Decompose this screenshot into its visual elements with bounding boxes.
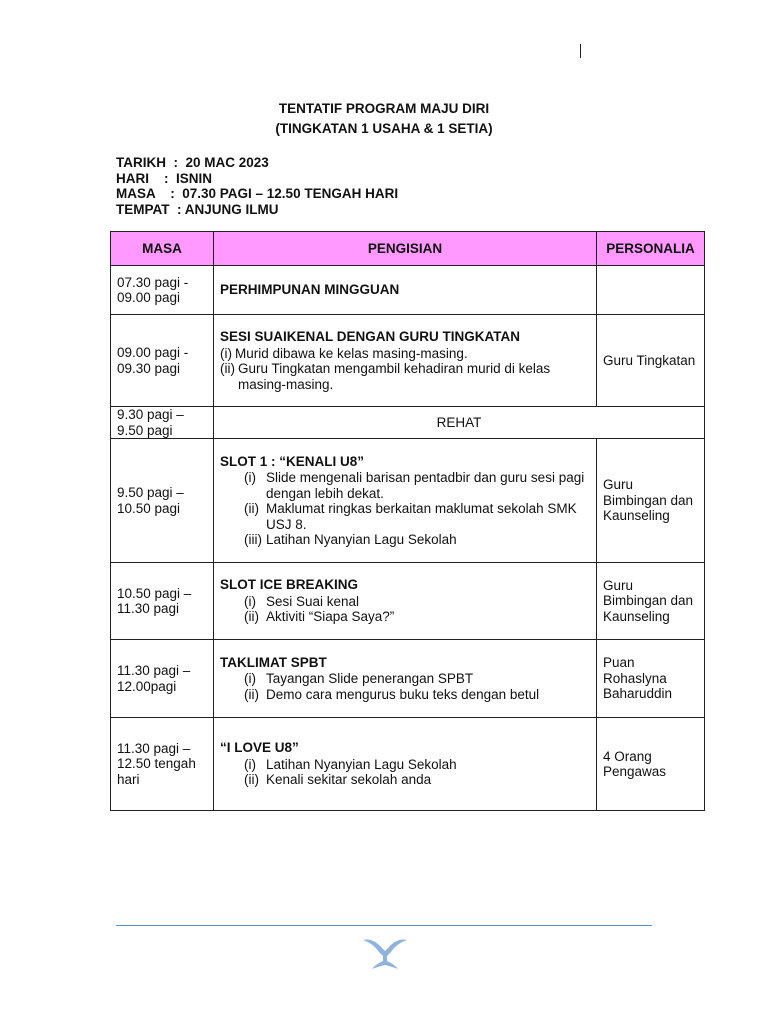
- list-item: (i) Sesi Suai kenal: [244, 593, 360, 609]
- personalia-cell: Guru Bimbingan dan Kaunseling: [597, 439, 705, 563]
- table-header-row: [111, 232, 705, 266]
- pengisian-cell: [214, 266, 597, 315]
- slot-title: SLOT ICE BREAKING: [220, 577, 359, 593]
- list-item: (i) Murid dibawa ke kelas masing-masing.: [220, 345, 468, 361]
- pengisian-cell: [214, 439, 597, 563]
- table-row: [111, 315, 705, 407]
- personalia-cell: Guru Bimbingan dan Kaunseling: [597, 563, 705, 640]
- text-cursor: [580, 44, 581, 58]
- list-item: (ii) Guru Tingkatan mengambil kehadiran murid di kelas masing-masing.: [220, 361, 551, 392]
- schedule-table: [110, 231, 705, 811]
- meta-venue: TEMPAT : ANJUNG ILMU: [116, 201, 279, 217]
- pengisian-cell: [214, 563, 597, 640]
- meta-date: TARIKH : 20 MAC 2023: [116, 155, 269, 170]
- bird-emblem-icon: [362, 936, 408, 970]
- masa-cell: 11.30 pagi – 12.50 tengah hari: [111, 718, 214, 811]
- table-row: [111, 640, 705, 718]
- table-row: [111, 718, 705, 811]
- list-item: (ii) Maklumat ringkas berkaitan maklumat sekolah SMK USJ 8.: [244, 501, 577, 532]
- table-row: [111, 439, 705, 563]
- list-item: (ii) Demo cara mengurus buku teks dengan betul: [244, 686, 540, 702]
- meta-day: HARI : ISNIN: [116, 170, 213, 186]
- table-row: [111, 563, 705, 640]
- masa-cell: 09.00 pagi - 09.30 pagi: [111, 315, 214, 407]
- list-item: (i) Latihan Nyanyian Lagu Sekolah: [244, 756, 457, 772]
- table-row: [111, 407, 705, 439]
- masa-cell: 11.30 pagi – 12.00pagi: [111, 640, 214, 718]
- list-item: (i) Tayangan Slide penerangan SPBT: [244, 671, 474, 687]
- pengisian-cell: [214, 718, 597, 811]
- slot-title: TAKLIMAT SPBT: [220, 654, 327, 670]
- list-item: (iii) Latihan Nyanyian Lagu Sekolah: [244, 532, 457, 547]
- document-subtitle: (TINGKATAN 1 USAHA & 1 SETIA): [275, 121, 493, 136]
- slot-title: SESI SUAIKENAL DENGAN GURU TINGKATAN: [220, 329, 521, 344]
- slot-title: “I LOVE U8”: [220, 740, 299, 756]
- personalia-cell: Puan Rohaslyna Baharuddin: [597, 640, 705, 718]
- masa-cell: 9.30 pagi – 9.50 pagi: [111, 407, 214, 439]
- list-item: (i) Slide mengenali barisan pentadbir dan guru sesi pagi dengan lebih dekat.: [244, 470, 585, 501]
- meta-time: MASA : 07.30 PAGI – 12.50 TENGAH HARI: [116, 186, 399, 201]
- personalia-cell: Guru Tingkatan: [597, 315, 705, 407]
- pengisian-cell: [214, 640, 597, 718]
- personalia-cell: 4 Orang Pengawas: [597, 718, 705, 811]
- footer-divider: [116, 925, 652, 926]
- slot-title: SLOT 1 : “KENALI U8”: [220, 453, 365, 469]
- personalia-cell: [597, 266, 705, 315]
- header-pengisian: PENGISIAN: [214, 232, 597, 266]
- slot-title: PERHIMPUNAN MINGGUAN: [220, 281, 400, 297]
- header-masa: MASA: [111, 232, 214, 266]
- list-item: (ii) Kenali sekitar sekolah anda: [244, 772, 432, 788]
- table-row: [111, 266, 705, 315]
- list-item: (ii) Aktiviti “Siapa Saya?”: [244, 609, 395, 625]
- pengisian-cell: [214, 315, 597, 407]
- document-title: TENTATIF PROGRAM MAJU DIRI: [278, 101, 490, 116]
- break-cell: REHAT: [214, 407, 705, 439]
- masa-cell: 9.50 pagi – 10.50 pagi: [111, 439, 214, 563]
- masa-cell: 10.50 pagi – 11.30 pagi: [111, 563, 214, 640]
- program-details: [116, 155, 398, 217]
- header-personalia: PERSONALIA: [597, 232, 705, 266]
- masa-cell: 07.30 pagi - 09.00 pagi: [111, 266, 214, 315]
